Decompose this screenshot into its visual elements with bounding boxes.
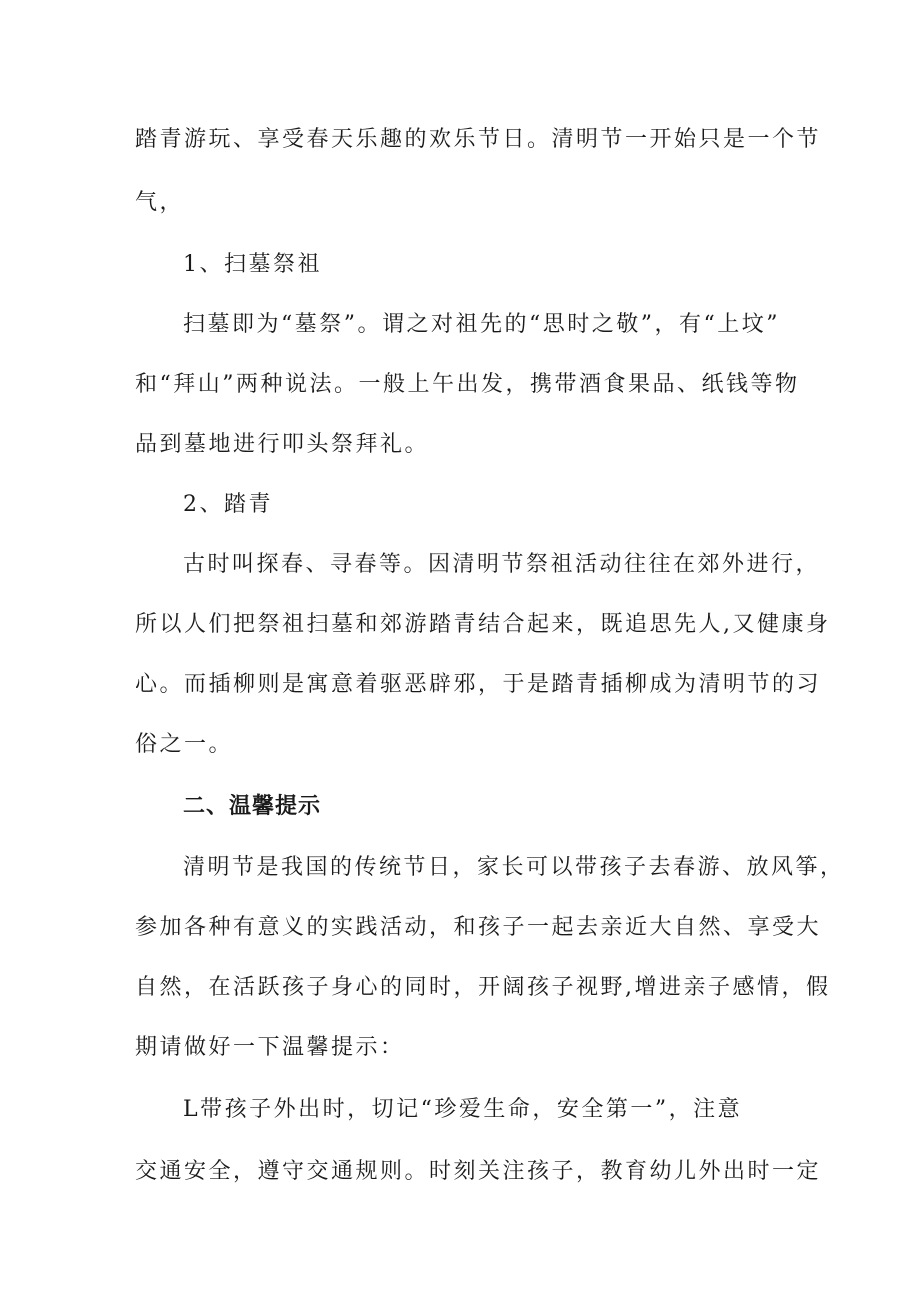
section-1-title: 1、扫墓祭祖 bbox=[183, 252, 322, 277]
section-2-paragraph-line-3: 心。而插柳则是寓意着驱恶辟邪，于是踏青插柳成为清明节的习 bbox=[135, 672, 822, 697]
section-2-title: 2、踏青 bbox=[183, 492, 273, 517]
section-2-paragraph-line-4: 俗之一。 bbox=[135, 732, 234, 757]
tip-1-line-1: L带孩子外出时，切记“珍爱生命，安全第一”，注意 bbox=[183, 1097, 743, 1122]
tips-paragraph-line-1: 清明节是我国的传统节日，家长可以带孩子去春游、放风筝， bbox=[183, 855, 845, 880]
section-2-paragraph-line-1: 古时叫探春、寻春等。因清明节祭祖活动往往在郊外进行， bbox=[183, 552, 821, 577]
section-2-paragraph-line-2: 所以人们把祭祖扫墓和郊游踏青结合起来，既追思先人,又健康身 bbox=[135, 612, 831, 637]
intro-line-1: 踏青游玩、享受春天乐趣的欢乐节日。清明节一开始只是一个节 bbox=[135, 127, 822, 152]
tip-1-line-2: 交通安全，遵守交通规则。时刻关注孩子，教育幼儿外出时一定 bbox=[135, 1159, 822, 1184]
tips-paragraph-line-3: 自然，在活跃孩子身心的同时，开阔孩子视野,增进亲子感情，假 bbox=[135, 975, 831, 1000]
section-1-paragraph-line-2: 和“拜山”两种说法。一般上午出发，携带酒食果品、纸钱等物 bbox=[135, 372, 800, 397]
tips-paragraph-line-4: 期请做好一下温馨提示： bbox=[135, 1035, 405, 1060]
section-1-paragraph-line-1: 扫墓即为“墓祭”。谓之对祖先的“思时之敬”，有“上坟” bbox=[183, 312, 780, 337]
heading-warm-tips: 二、温馨提示 bbox=[183, 794, 322, 819]
intro-line-2: 气， bbox=[135, 190, 185, 215]
tips-paragraph-line-2: 参加各种有意义的实践活动，和孩子一起去亲近大自然、享受大 bbox=[135, 915, 822, 940]
section-1-paragraph-line-3: 品到墓地进行叩头祭拜礼。 bbox=[135, 432, 430, 457]
